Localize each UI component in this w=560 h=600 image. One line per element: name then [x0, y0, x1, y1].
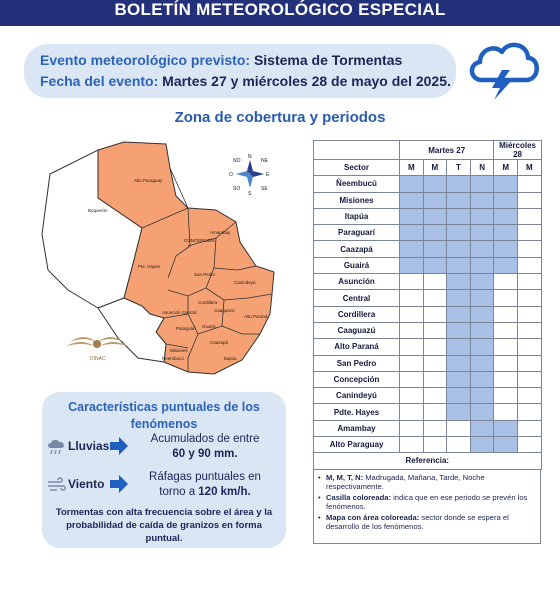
event-value: Sistema de Tormentas: [253, 52, 403, 68]
period-cell: [518, 225, 542, 241]
period-cell-active: [470, 322, 494, 338]
period-cell-active: [470, 420, 494, 436]
period-cell-active: [470, 176, 494, 192]
period-cell: [518, 388, 542, 404]
period-cell: [518, 355, 542, 371]
rain-label: Lluvias: [68, 439, 110, 453]
period-cell-active: [447, 274, 471, 290]
period-header: M: [518, 160, 542, 176]
characteristics-card: [42, 392, 286, 548]
period-cell-active: [400, 192, 424, 208]
period-cell-active: [400, 176, 424, 192]
period-cell-active: [447, 290, 471, 306]
period-cell-active: [494, 437, 518, 453]
date-row: [40, 71, 451, 92]
period-cell-active: [447, 257, 471, 273]
period-cell: [447, 420, 471, 436]
period-header: T: [447, 160, 471, 176]
sector-name: Asunción: [314, 274, 400, 290]
map-label-itapua: Itapúa: [224, 356, 237, 361]
period-cell-active: [400, 225, 424, 241]
period-cell-active: [470, 339, 494, 355]
sector-name: Alto Paraná: [314, 339, 400, 355]
reference-title: Referencia:: [314, 453, 542, 469]
period-cell-active: [447, 208, 471, 224]
sector-name: Caazapá: [314, 241, 400, 257]
table-row: [314, 290, 542, 306]
period-cell-active: [447, 241, 471, 257]
arrow-right-icon: [110, 437, 128, 455]
period-cell: [400, 437, 424, 453]
table-row: [314, 192, 542, 208]
day-header-2: Miércoles 28: [494, 141, 541, 160]
period-cell-active: [447, 306, 471, 322]
event-info-box: [24, 44, 456, 98]
period-cell-active: [494, 176, 518, 192]
period-cell-active: [470, 404, 494, 420]
sector-name: Misiones: [314, 192, 400, 208]
period-cell: [518, 404, 542, 420]
period-cell: [518, 437, 542, 453]
period-cell: [423, 322, 447, 338]
period-cell-active: [447, 176, 471, 192]
period-cell: [494, 290, 518, 306]
period-cell: [518, 306, 542, 322]
period-cell: [518, 274, 542, 290]
svg-text:E: E: [266, 172, 270, 178]
period-cell: [423, 388, 447, 404]
sector-name: Cordillera: [314, 306, 400, 322]
period-cell-active: [447, 339, 471, 355]
svg-text:O: O: [229, 172, 233, 178]
period-cell-active: [423, 225, 447, 241]
period-cell: [518, 371, 542, 387]
event-label: Evento meteorológico previsto:: [40, 52, 251, 68]
period-cell-active: [494, 225, 518, 241]
table-row: [314, 437, 542, 453]
period-cell-active: [494, 257, 518, 273]
wind-description: Ráfagas puntuales en torno a 120 km/h.: [149, 471, 261, 498]
table-row: [314, 371, 542, 387]
period-cell-active: [400, 208, 424, 224]
period-cell: [423, 371, 447, 387]
period-cell-active: [423, 257, 447, 273]
card-title: Características puntuales de los fenómenos: [68, 400, 260, 431]
map-label-central: Central: [182, 310, 197, 315]
period-cell-active: [494, 420, 518, 436]
period-cell-active: [470, 192, 494, 208]
period-cell: [494, 388, 518, 404]
period-cell: [518, 420, 542, 436]
map-label-alto-paraguay: Alto Paraguay: [134, 178, 163, 183]
period-header: M: [494, 160, 518, 176]
svg-text:NE: NE: [261, 158, 268, 164]
sector-name: Itapúa: [314, 208, 400, 224]
period-cell-active: [423, 241, 447, 257]
period-cell: [494, 371, 518, 387]
table-row: [314, 208, 542, 224]
storm-cloud-icon: [466, 36, 542, 100]
table-row: [314, 388, 542, 404]
period-cell: [423, 274, 447, 290]
period-header: N: [470, 160, 494, 176]
map-label-asuncion: Asunción: [162, 310, 181, 315]
period-cell-active: [423, 192, 447, 208]
wind-label: Viento: [68, 477, 105, 491]
period-cell: [423, 290, 447, 306]
period-cell: [518, 176, 542, 192]
empty-corner: [314, 141, 400, 160]
svg-text:S: S: [248, 191, 252, 197]
period-cell-active: [494, 208, 518, 224]
period-cell: [400, 355, 424, 371]
table-row: [314, 355, 542, 371]
wind-icon: [47, 477, 67, 493]
compass-rose-icon: [229, 154, 270, 197]
period-cell-active: [470, 290, 494, 306]
table-row: [314, 420, 542, 436]
period-cell: [518, 257, 542, 273]
period-cell-active: [470, 306, 494, 322]
event-row: [40, 50, 440, 71]
period-cell-active: [470, 437, 494, 453]
period-cell-active: [470, 208, 494, 224]
period-cell: [494, 274, 518, 290]
map-label-neembucu: Ñeembucú: [162, 356, 184, 361]
period-cell: [400, 306, 424, 322]
map-label-san-pedro: San Pedro: [194, 272, 216, 277]
period-cell: [494, 322, 518, 338]
period-cell-active: [470, 225, 494, 241]
period-cell: [518, 192, 542, 208]
period-cell: [400, 274, 424, 290]
sector-name: Central: [314, 290, 400, 306]
table-row: [314, 322, 542, 338]
table-row: [314, 241, 542, 257]
reference-item: • Casilla coloreada: indica que en ese periodo se prevén los fenómenos.: [318, 493, 534, 511]
table-row: [314, 225, 542, 241]
svg-text:SO: SO: [233, 186, 241, 192]
period-cell-active: [494, 241, 518, 257]
sector-name: Concepción: [314, 371, 400, 387]
sector-name: Amambay: [314, 420, 400, 436]
period-cell: [518, 322, 542, 338]
period-cell-active: [447, 388, 471, 404]
period-cell-active: [447, 355, 471, 371]
card-note: Tormentas con alta frecuencia sobre el área y la probabilidad de caída de granizos en forma puntual.: [55, 507, 273, 544]
map-label-misiones: Misiones: [170, 348, 188, 353]
period-cell-active: [470, 241, 494, 257]
period-cell: [518, 290, 542, 306]
date-value: Martes 27 y miércoles 28 de mayo del 2025.: [162, 73, 451, 89]
sector-name: Paraguarí: [314, 225, 400, 241]
period-cell-active: [423, 208, 447, 224]
svg-text:N: N: [248, 154, 252, 160]
period-cell: [494, 306, 518, 322]
period-cell-active: [470, 388, 494, 404]
map-label-canindeyu: Canindeyú: [234, 280, 256, 285]
period-cell: [494, 404, 518, 420]
period-cell-active: [470, 274, 494, 290]
svg-text:SE: SE: [261, 186, 268, 192]
period-cell-active: [400, 257, 424, 273]
period-cell-active: [447, 371, 471, 387]
period-cell-active: [447, 404, 471, 420]
period-cell-active: [423, 176, 447, 192]
paraguay-coverage-map: [38, 138, 300, 382]
map-label-paraguari: Paraguarí: [176, 326, 196, 331]
period-cell: [400, 371, 424, 387]
period-cell: [423, 404, 447, 420]
wind-feature: [42, 470, 286, 500]
period-cell: [518, 339, 542, 355]
period-cell-active: [447, 225, 471, 241]
reference-item: • M, M, T, N: Madrugada, Mañana, Tarde, Noche respectivamente.: [318, 473, 534, 491]
period-cell: [423, 339, 447, 355]
period-cell: [400, 290, 424, 306]
map-label-caazapa: Caazapá: [210, 340, 229, 345]
sector-name: Canindeyú: [314, 388, 400, 404]
table-row: [314, 306, 542, 322]
map-label-caaguazu: Caaguazú: [214, 308, 235, 313]
period-cell-active: [470, 257, 494, 273]
table-row: [314, 404, 542, 420]
period-cell-active: [400, 241, 424, 257]
period-cell: [518, 241, 542, 257]
table-row: [314, 274, 542, 290]
schedule-table: [313, 140, 542, 470]
period-header: M: [400, 160, 424, 176]
map-label-boqueron: Boquerón: [88, 208, 108, 213]
period-header: M: [423, 160, 447, 176]
svg-text:NO: NO: [233, 158, 241, 164]
svg-text:DINAC: DINAC: [90, 356, 106, 362]
reference-item: • Mapa con área coloreada: sector donde se espera el desarrollo de los fenómenos.: [318, 513, 534, 531]
map-label-pte-hayes: Pte. Hayes: [138, 264, 161, 269]
arrow-right-icon: [110, 475, 128, 493]
period-cell-active: [494, 192, 518, 208]
rain-description: Acumulados de entre 60 y 90 mm.: [150, 433, 260, 460]
period-cell-active: [470, 371, 494, 387]
period-cell: [494, 355, 518, 371]
period-cell: [423, 306, 447, 322]
map-label-cordillera: Cordillera: [198, 300, 218, 305]
day-header-1: Martes 27: [400, 141, 494, 160]
sector-header: Sector: [314, 160, 400, 176]
sector-name: Alto Paraguay: [314, 437, 400, 453]
dinac-logo: [66, 337, 128, 362]
sector-name: Ñeembucú: [314, 176, 400, 192]
table-row: [314, 257, 542, 273]
rain-cloud-icon: [47, 439, 67, 455]
table-row: [314, 339, 542, 355]
rain-feature: [42, 432, 286, 462]
schedule-table-wrap: [313, 140, 541, 470]
period-cell: [423, 420, 447, 436]
map-label-alto-parana: Alto Paraná: [244, 314, 268, 319]
reference-box: [313, 470, 541, 544]
table-row: [314, 176, 542, 192]
period-cell: [518, 208, 542, 224]
sector-name: San Pedro: [314, 355, 400, 371]
period-cell: [400, 322, 424, 338]
date-label: Fecha del evento:: [40, 73, 159, 89]
period-cell-active: [447, 322, 471, 338]
period-cell: [423, 437, 447, 453]
period-cell-active: [447, 192, 471, 208]
bulletin-title: BOLETÍN METEOROLÓGICO ESPECIAL: [0, 0, 560, 26]
coverage-title: Zona de cobertura y periodos: [174, 109, 386, 126]
period-cell: [423, 355, 447, 371]
sector-name: Pdte. Hayes: [314, 404, 400, 420]
period-cell: [400, 388, 424, 404]
map-label-guaira: Guairá: [202, 324, 216, 329]
map-label-concepcion: CONCEPCIÓN: [184, 238, 215, 243]
period-cell: [400, 420, 424, 436]
sector-name: Caaguazú: [314, 322, 400, 338]
period-cell-active: [470, 355, 494, 371]
period-cell: [400, 404, 424, 420]
map-label-amambay: Amambay: [210, 230, 231, 235]
period-cell: [447, 437, 471, 453]
period-cell: [400, 339, 424, 355]
sector-name: Guairá: [314, 257, 400, 273]
period-cell: [494, 339, 518, 355]
